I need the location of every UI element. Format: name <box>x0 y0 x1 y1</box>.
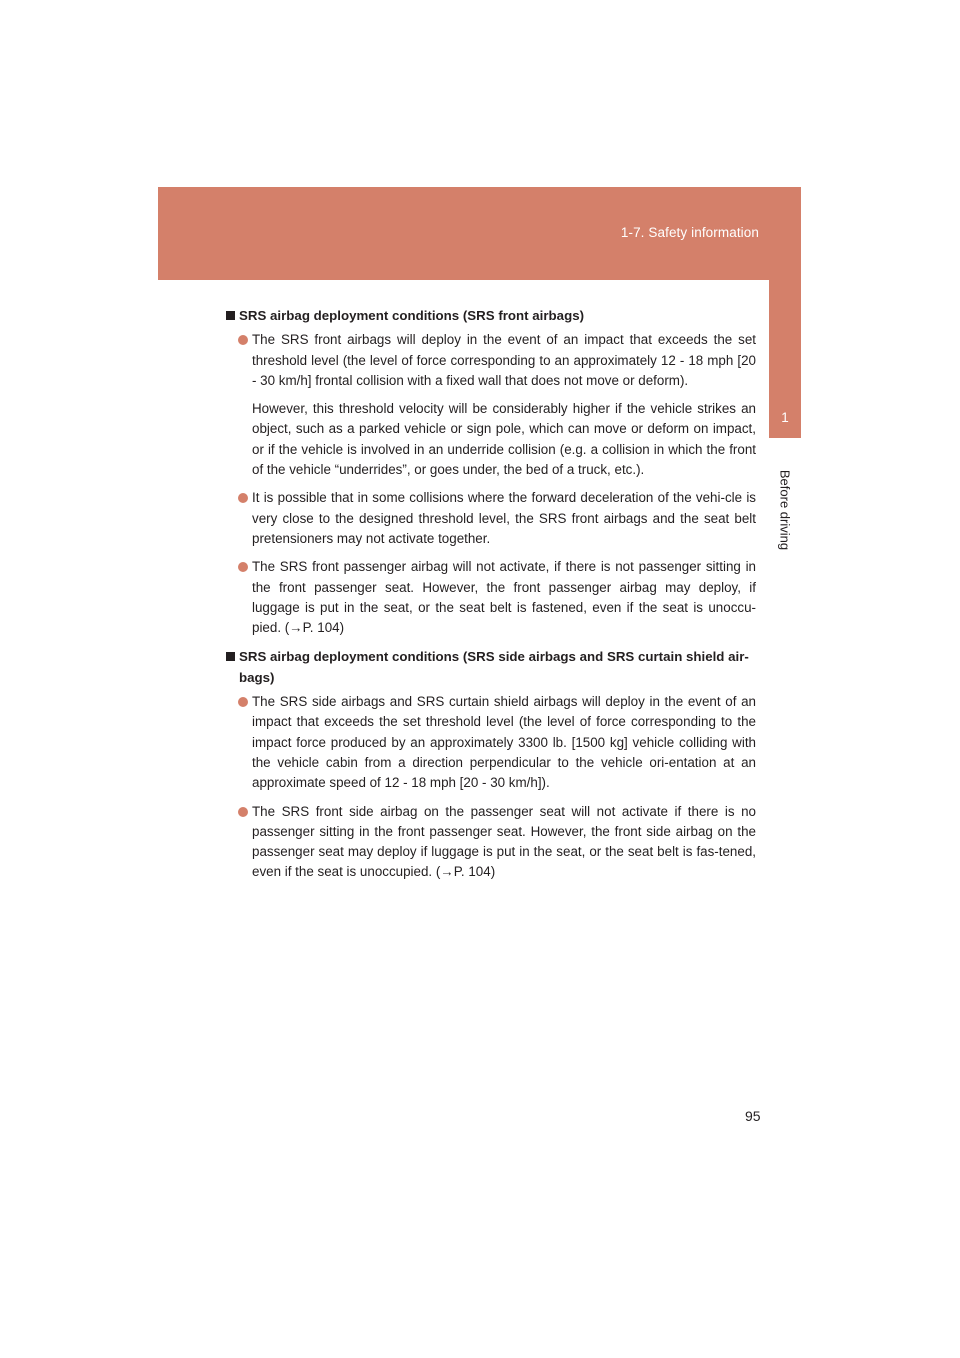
bullet-item <box>226 330 756 480</box>
section-heading <box>226 306 756 326</box>
circle-bullet-icon <box>238 335 248 345</box>
paragraph: It is possible that in some collisions where the forward deceleration of the vehi-cle is very close to the designed threshold level, the SRS front airbags and the seat belt pretensioners may not activate together. <box>252 490 756 546</box>
section <box>226 647 756 882</box>
chapter-number: 1 <box>781 410 789 425</box>
square-bullet-icon <box>226 652 235 661</box>
main-content <box>226 306 756 892</box>
paragraph: The SRS front side airbag on the passenger seat will not activate if there is no passenger sitting in the front passenger seat. However, the front side airbag on the passenger seat may deploy if luggage is put in the seat, or the seat belt is fas-tened, even if the seat is unoccupied. (→P. 104) <box>252 803 756 880</box>
circle-bullet-icon <box>238 493 248 503</box>
bullet-item <box>226 802 756 883</box>
paragraph: However, this threshold velocity will be considerably higher if the vehicle strikes an object, such as a parked vehicle or sign pole, which can move or deform on impact, or if the vehicle is involved in an underride collision (e.g. a collision in which the front of the vehicle “underrides”, or goes under, the bed of a truck, etc.). <box>252 401 756 478</box>
circle-bullet-icon <box>238 807 248 817</box>
page-number: 95 <box>745 1108 761 1124</box>
circle-bullet-icon <box>238 562 248 572</box>
circle-bullet-icon <box>238 697 248 707</box>
bullet-item <box>226 488 756 549</box>
header-band <box>158 187 801 280</box>
chapter-label-container <box>773 450 797 570</box>
bullet-item <box>226 692 756 793</box>
paragraph: The SRS front airbags will deploy in the event of an impact that exceeds the set threshold level (the level of force corresponding to an approximately 12 - 18 mph [20 - 30 km/h] frontal collision with a fixed wall that does not move or deform). <box>252 332 756 388</box>
section-heading-text: SRS airbag deployment conditions (SRS side airbags and SRS curtain shield air-bags) <box>239 649 749 685</box>
square-bullet-icon <box>226 311 235 320</box>
chapter-tab <box>769 280 801 438</box>
bullet-item <box>226 557 756 638</box>
chapter-label: Before driving <box>777 469 793 551</box>
section-heading <box>226 647 756 688</box>
section-heading-text: SRS airbag deployment conditions (SRS front airbags) <box>239 308 585 323</box>
paragraph: The SRS front passenger airbag will not activate, if there is not passenger sitting in the front passenger seat. However, the front passenger airbag may deploy, if luggage is put in the seat, or the seat belt is fastened, even if the seat is unoccu-pied. (→P. 104) <box>252 559 756 636</box>
paragraph: The SRS side airbags and SRS curtain shield airbags will deploy in the event of an impact that exceeds the set threshold level (the level of force corresponding to the impact force produced by an approximately 3300 lb. [1500 kg] vehicle colliding with the vehicle cabin from a direction perpendicular to the vehicle ori-entation at an approximate speed of 12 - 18 mph [20 - 30 km/h]). <box>252 694 756 791</box>
section-title: 1-7. Safety information <box>620 225 759 240</box>
section <box>226 306 756 638</box>
